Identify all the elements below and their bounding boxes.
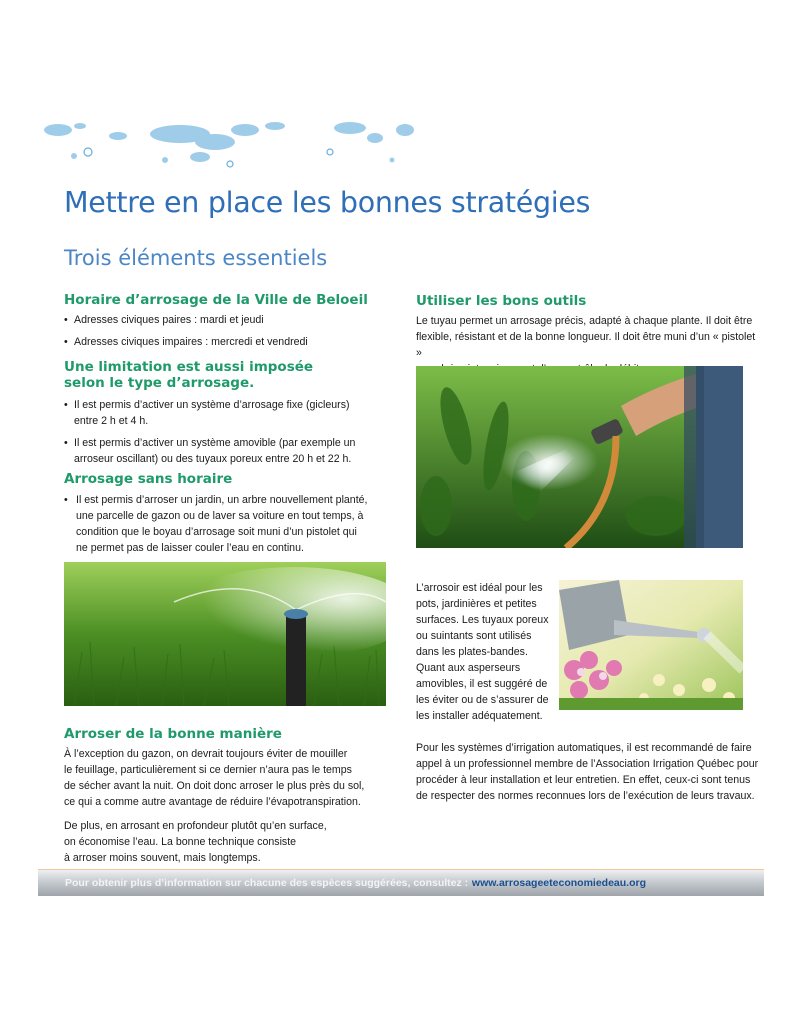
horaire-heading: Horaire d’arrosage de la Ville de Beloeil xyxy=(64,292,368,308)
text-line: une parcelle de gazon ou de laver sa voiture en tout temps, à xyxy=(76,510,364,522)
text-line: ou suintants sont utilisés xyxy=(416,630,532,642)
text-line: condition que le boyau d’arrosage soit muni d’un pistolet qui xyxy=(76,526,357,538)
text-line: ce qui a comme autre avantage de réduire l’évapotranspiration. xyxy=(64,796,361,808)
list-item-line: Il est permis d’activer un système d’arrosage fixe (gicleurs) xyxy=(74,399,350,411)
text-line: Il est permis d’arroser un jardin, un arbre nouvellement planté, xyxy=(76,494,368,506)
text-line: Quant aux asperseurs xyxy=(416,662,521,674)
bullet: • xyxy=(64,494,68,506)
text-line: De plus, en arrosant en profondeur plutôt qu’en surface, xyxy=(64,820,327,832)
bonne-maniere-section xyxy=(64,726,394,866)
text-line: amovibles, il est suggéré de xyxy=(416,678,548,690)
text-line: les installer adéquatement. xyxy=(416,710,543,722)
sans-horaire-section xyxy=(64,471,394,556)
text-line: Le tuyau permet un arrosage précis, adapté à chaque plante. Il doit être xyxy=(416,315,753,327)
horaire-section xyxy=(64,292,394,356)
text-line: le feuillage, particulièrement si ce dernier n’aura pas le temps xyxy=(64,764,352,776)
lawn-sprinkler-photo xyxy=(64,562,386,706)
list-item xyxy=(64,397,394,429)
text-line: À l’exception du gazon, on devrait toujours éviter de mouiller xyxy=(64,748,348,760)
text-line: de respecter des normes reconnues lors de l’exécution de leurs travaux. xyxy=(416,790,755,802)
limitation-section xyxy=(64,359,394,473)
page-subtitle: Trois éléments essentiels xyxy=(64,246,328,270)
text-line: les éviter ou de s’assurer de xyxy=(416,694,549,706)
outils-heading: Utiliser les bons outils xyxy=(416,293,587,309)
list-item-line: entre 2 h et 4 h. xyxy=(74,415,149,427)
text-line: dans les plates-bandes. xyxy=(416,646,528,658)
footer-link[interactable]: www.arrosageeteconomiedeau.org xyxy=(471,877,646,889)
text-line: appel à un professionnel membre de l’Association Irrigation Québec pour xyxy=(416,758,759,770)
list-item: • Adresses civiques paires : mardi et jeudi xyxy=(64,312,394,328)
footer-text: Pour obtenir plus d’information sur chacune des espèces suggérées, consultez : xyxy=(65,877,469,889)
page-title: Mettre en place les bonnes stratégies xyxy=(64,186,591,219)
text-line: flexible, résistant et de la bonne longueur. Il doit être muni d’un « pistolet » xyxy=(416,331,756,359)
list-item-line: arroseur oscillant) ou des tuyaux poreux entre 20 h et 22 h. xyxy=(74,453,352,465)
text-line: surfaces. Les tuyaux poreux xyxy=(416,614,549,626)
watering-can-photo xyxy=(559,580,743,710)
text-line: Pour les systèmes d’irrigation automatiques, il est recommandé de faire xyxy=(416,742,752,754)
text-line: pots, jardinières et petites xyxy=(416,598,537,610)
list-item xyxy=(64,435,394,467)
text-line: L’arrosoir est idéal pour les xyxy=(416,582,543,594)
garden-hose-photo xyxy=(416,366,743,548)
sans-horaire-heading: Arrosage sans horaire xyxy=(64,471,233,487)
outils-section xyxy=(416,293,756,377)
irrigation-section xyxy=(416,740,761,804)
list-item: • Adresses civiques impaires : mercredi et vendredi xyxy=(64,334,394,350)
limitation-heading-line1: Une limitation est aussi imposée xyxy=(64,359,314,375)
footer-bar xyxy=(38,869,764,896)
limitation-heading-line2: selon le type d’arrosage. xyxy=(64,375,255,391)
text-line: procéder à leur installation et leur entretien. En effet, ceux-ci sont tenus xyxy=(416,774,751,786)
text-line: à arroser moins souvent, mais longtemps. xyxy=(64,852,261,864)
arrosoir-section xyxy=(416,580,556,724)
text-line: ne permet pas de laisser couler l’eau en continu. xyxy=(76,542,304,554)
text-line: de sécher avant la nuit. On doit donc arroser le plus près du sol, xyxy=(64,780,365,792)
bonne-maniere-heading: Arroser de la bonne manière xyxy=(64,726,282,742)
text-line: on économise l’eau. La bonne technique consiste xyxy=(64,836,297,848)
list-item-line: Il est permis d’activer un système amovible (par exemple un xyxy=(74,437,356,449)
water-splash-decoration xyxy=(30,112,430,177)
